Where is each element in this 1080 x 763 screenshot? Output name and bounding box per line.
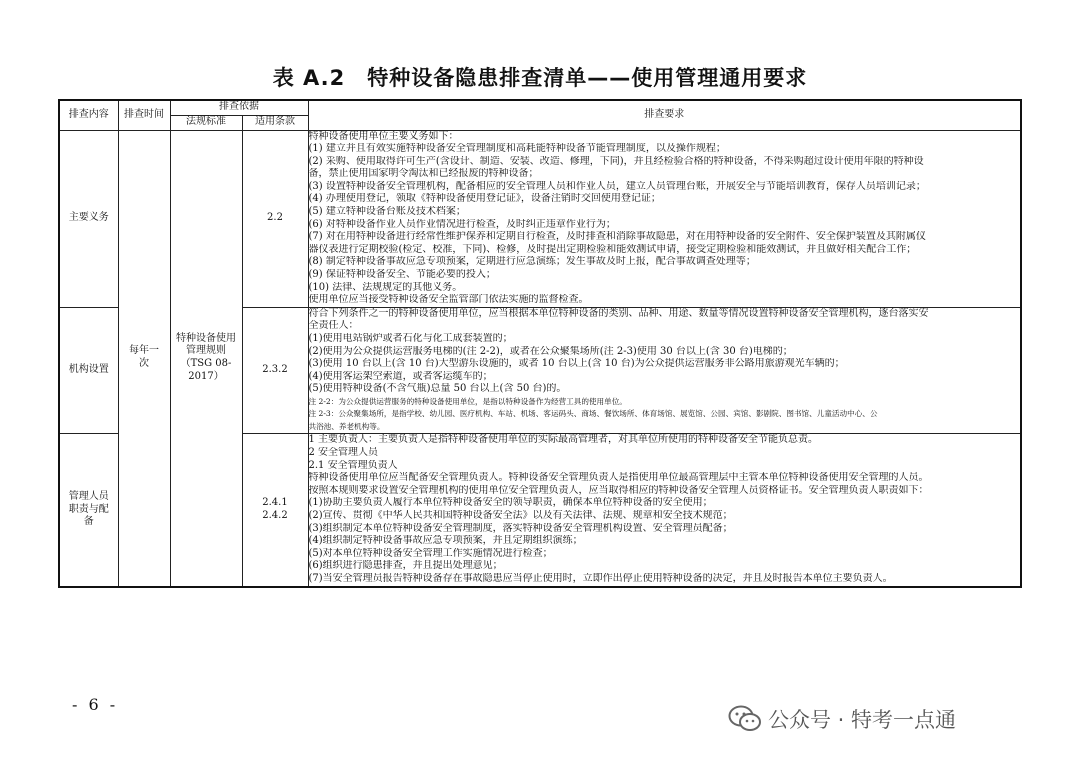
page-title: 表 A.2 特种设备隐患排查清单——使用管理通用要求 <box>272 66 808 90</box>
footnote-line: 共浴池、养老机构等。 <box>308 421 385 431</box>
footnote-line: 注 2-3：公众聚集场所，是指学校、幼儿园、医疗机构、车站、机场、客运码头、商场、餐饮场所、体育场馆、展览馆、公园、宾馆、影剧院、图书馆、儿童活动中心、公 <box>308 409 878 419</box>
row-content: 机构设置 <box>59 307 118 434</box>
row-clause: 2.3.2 <box>242 307 308 434</box>
row-content: 主要义务 <box>59 130 118 307</box>
requirement-line: 2 安全管理人员 <box>308 447 379 459</box>
requirement-line: (6)组织进行隐患排查，并且提出处理意见； <box>308 560 503 572</box>
requirement-line: (5)使用特种设备(不含气瓶)总量 50 台以上(含 50 台)的。 <box>308 383 567 395</box>
row-requirement <box>308 130 1021 307</box>
inspection-time: 每年一次 <box>118 130 170 587</box>
requirement-line: 2.1 安全管理负责人 <box>308 459 398 471</box>
requirement-line: 备，禁止使用国家明令淘汰和已经报废的特种设备； <box>308 168 539 180</box>
requirement-line: 1 主要负责人：主要负责人是指特种设备使用单位的实际最高管理者，对其单位所使用的特种设备安全节能负总责。 <box>308 434 819 446</box>
header-requirement: 排查要求 <box>308 100 1021 130</box>
wechat-icon <box>728 705 762 733</box>
requirement-line: (1)协助主要负责人履行本单位特种设备安全的领导职责，确保本单位特种设备的安全使用； <box>308 497 713 509</box>
requirement-line: (8) 制定特种设备事故应急专项预案，定期进行应急演练；发生事故及时上报，配合事故调查处理等； <box>308 256 756 268</box>
requirement-line: (7) 对在用特种设备进行经常性维护保养和定期自行检查，及时排查和消除事故隐患，对在用特种设备的安全附件、安全保护装置及其附属仪 <box>308 231 926 243</box>
footnote-line: 注 2-2：为公众提供运营服务的特种设备使用单位，是指以特种设备作为经营工具的使用单位。 <box>308 396 627 406</box>
requirement-line: (7)当安全管理员报告特种设备存在事故隐患应当停止使用时，立即作出停止使用特种设备的决定，并且及时报告本单位主要负责人。 <box>308 573 893 584</box>
requirement-line: (2)宣传、贯彻《中华人民共和国特种设备安全法》以及有关法律、法规、规章和安全技术规范； <box>308 510 733 522</box>
requirement-line: (3)使用 10 台以上(含 10 台)大型游乐设施的，或者 10 台以上(含 10 台)为公众提供运营服务非公路用旅游观光车辆的； <box>308 358 845 370</box>
requirement-line: 特种设备使用单位主要义务如下： <box>308 130 459 142</box>
requirement-line: 器仪表进行定期校验(检定、校准，下同)、检修，及时提出定期检验和能效测试申请，接受定期检验和能效测试，并且做好相关配合工作； <box>308 243 917 255</box>
header-standard: 法规标准 <box>170 115 242 130</box>
row-requirement <box>308 307 1021 434</box>
requirement-line: (5) 建立特种设备台账及技术档案； <box>308 206 466 218</box>
watermark-text: 公众号 · 特考一点通 <box>768 708 957 732</box>
header-clause: 适用条款 <box>242 115 308 130</box>
requirement-line: (5)对本单位特种设备安全管理工作实施情况进行检查； <box>308 547 553 559</box>
header-content: 排查内容 <box>59 100 118 130</box>
page-number: - 6 - <box>72 695 119 714</box>
requirement-line: (2) 采购、使用取得许可生产(含设计、制造、安装、改造、修理，下同)，并且经检验合格的特种设备，不得采购超过设计使用年限的特种设 <box>308 155 924 167</box>
row-content: 管理人员职责与配备 <box>59 434 118 587</box>
clause-line: 2.4.1 <box>262 497 288 509</box>
requirement-line: (9) 保证特种设备安全、节能必要的投入； <box>308 269 496 281</box>
regulation-standard: 特种设备使用管理规则（TSG 08-2017） <box>170 130 242 587</box>
row-clause <box>242 434 308 587</box>
clause-line: 2.4.2 <box>262 510 288 522</box>
requirement-line: (3)组织制定本单位特种设备安全管理制度，落实特种设备安全管理机构设置、安全管理员配备； <box>308 522 733 534</box>
row-clause: 2.2 <box>242 130 308 307</box>
requirement-line: (1)使用电站锅炉或者石化与化工成套装置的； <box>308 333 513 344</box>
requirement-line: 符合下列条件之一的特种设备使用单位，应当根据本单位特种设备的类别、品种、用途、数量等情况设置特种设备安全管理机构，逐台落实安 <box>308 307 929 319</box>
inspection-table <box>58 99 1022 588</box>
requirement-line: (3) 设置特种设备安全管理机构，配备相应的安全管理人员和作业人员，建立人员管理台账，开展安全与节能培训教育，保存人员培训记录； <box>308 180 926 192</box>
table-row <box>59 130 1021 307</box>
requirement-line: (4) 办理使用登记，领取《特种设备使用登记证》，设备注销时交回使用登记证； <box>308 193 661 205</box>
requirement-line: (2)使用为公众提供运营服务电梯的(注 2-2)，或者在公众聚集场所(注 2-3)使用 30 台以上(含 30 台)电梯的； <box>308 345 793 357</box>
requirement-line: (4)组织制定特种设备事故应急专项预案，并且定期组织演练； <box>308 535 583 547</box>
requirement-line: 特种设备使用单位应当配备安全管理负责人。特种设备安全管理负责人是指使用单位最高管理层中主管本单位特种设备使用安全管理的人员。 <box>308 472 929 484</box>
requirement-line: (1) 建立并且有效实施特种设备安全管理制度和高耗能特种设备节能管理制度，以及操作规程； <box>308 143 726 155</box>
requirement-line: 按照本规则要求设置安全管理机构的使用单位安全管理负责人，应当取得相应的特种设备安全管理人员资格证书。安全管理负责人职责如下： <box>308 484 929 496</box>
requirement-line: 全责任人： <box>308 320 359 332</box>
header-basis: 排查依据 <box>170 100 308 115</box>
watermark <box>728 704 956 734</box>
row-requirement <box>308 434 1021 587</box>
requirement-line: (10) 法律、法规规定的其他义务。 <box>308 281 463 293</box>
requirement-line: (4)使用客运架空索道，或者客运缆车的； <box>308 370 493 382</box>
requirement-line: (6) 对特种设备作业人员作业情况进行检查，及时纠正违章作业行为； <box>308 218 616 230</box>
requirement-line: 使用单位应当接受特种设备安全监管部门依法实施的监督检查。 <box>308 294 589 306</box>
header-time: 排查时间 <box>118 100 170 130</box>
